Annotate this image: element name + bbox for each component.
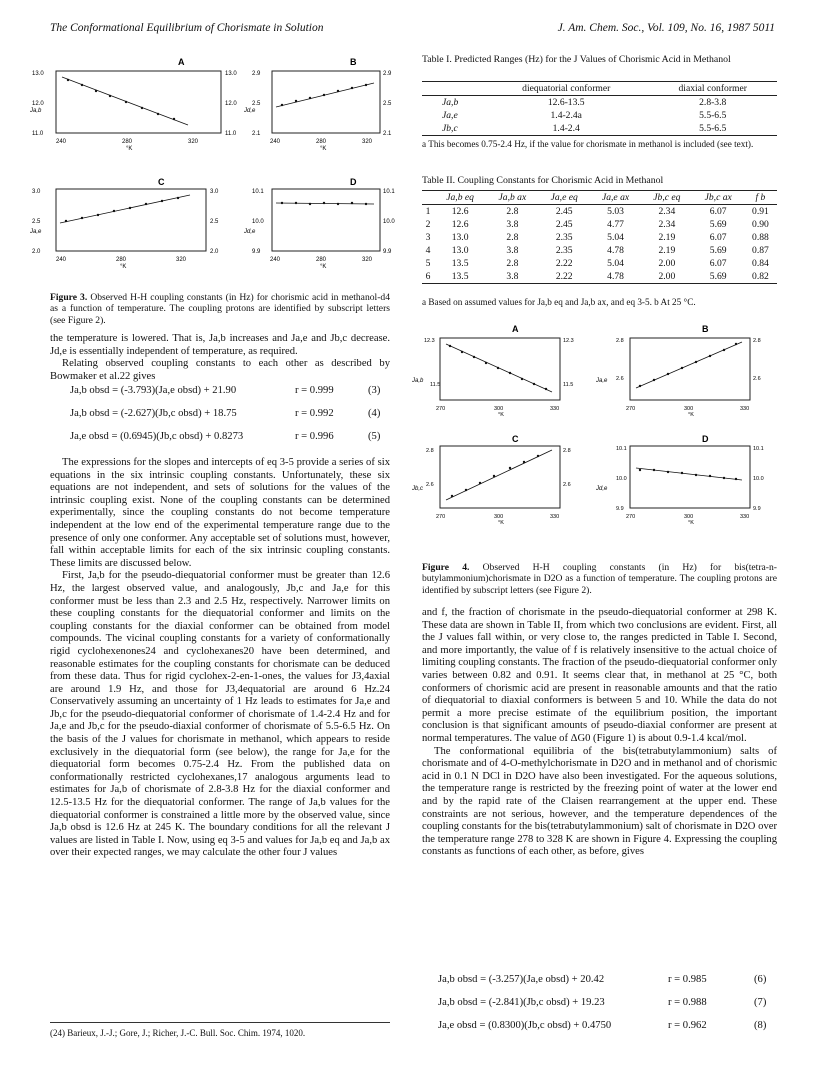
svg-text:280: 280 (122, 139, 133, 145)
paragraph: the temperature is lowered. That is, Ja,b increases and Ja,e and Jb,c decrease. Jd,e is essentially independent of temperature, as required. (50, 333, 390, 357)
svg-text:Ja,e: Ja,e (596, 378, 608, 384)
paragraph: The conformational equilibria of the bis(tetrabutylammonium) salts of chorismate and of 4-O-methylchorismate in D2O and in methanol and of chorismic acid in 0.1 N DCl in D2O have also been investigated. For the aqueous solutions, the temperature range is restricted by the freezing point of water at the lower end and by the rapid rate of the Claisen rearrangement at the upper end. These constraints are not serious, however, and the temperature dependences of the coupling constants for the bis(tetrabutylammonium) salt of chorismate in D2O over the temperature range 278 to 328 K are shown in Figure 4. Expressing the coupling constants as functions of each other, as before, gives (422, 745, 777, 858)
paragraph: Relating observed coupling constants to each other as described by Bowmaker et al.22 gives (50, 358, 390, 382)
svg-text:320: 320 (362, 139, 373, 145)
svg-text:10.1: 10.1 (383, 189, 395, 195)
svg-text:2.8: 2.8 (753, 338, 761, 344)
svg-text:240: 240 (270, 257, 281, 263)
svg-text:9.9: 9.9 (383, 249, 392, 255)
running-title: The Conformational Equilibrium of Chorismate in Solution (50, 22, 324, 34)
svg-text:330: 330 (740, 406, 750, 412)
figure-4 (412, 322, 780, 552)
fig3-panel-c (29, 177, 219, 270)
svg-text:2.6: 2.6 (616, 376, 624, 382)
svg-text:°K: °K (498, 520, 504, 526)
equation-4: Ja,b obsd = (-2.627)(Jb,c obsd) + 18.75 r = 0.992 (4) (70, 408, 381, 419)
equation-6: Ja,b obsd = (-3.257)(Ja,e obsd) + 20.42 r = 0.985 (6) (438, 974, 767, 985)
svg-text:9.9: 9.9 (616, 506, 624, 512)
svg-text:Jd,e: Jd,e (244, 229, 256, 235)
svg-text:2.6: 2.6 (563, 482, 571, 488)
svg-text:300: 300 (494, 514, 504, 520)
svg-text:240: 240 (56, 257, 67, 263)
footnote-rule (50, 1022, 390, 1023)
svg-text:280: 280 (116, 257, 127, 263)
left-column-body (50, 457, 390, 860)
journal-citation: J. Am. Chem. Soc., Vol. 109, No. 16, 1987 5011 (557, 22, 775, 34)
svg-text:Ja,b: Ja,b (412, 378, 424, 384)
svg-text:12.0: 12.0 (32, 101, 44, 107)
paragraph: and f, the fraction of chorismate in the pseudo-diequatorial conformer at 298 K. These data are shown in Table II, from which two conclusions are evident. First, all the J values fall within, or very close to, the ranges predicted in Table I. Second, and more importantly, the value of f is relatively insensitive to the actual choice of limiting coupling constants. The fraction of the pseudo-diequatorial conformer only varies between 0.82 and 0.91. It seems clear that, in methanol at 25 °C, both conformers of chorismic acid are present in reasonable amounts and that the ratio of diequatorial to diaxial conformers is between 5 and 10. While the data do not permit a more precise estimate of the equilibrium position, the important conclusion is that significant amounts of pseudo-diaxial conformer are present at normal temperatures. The value of ΔG0 (Figure 1) is about 0.9-1.4 kcal/mol. (422, 607, 777, 744)
table-row: 3 13.0 2.8 2.35 5.04 2.19 6.07 0.88 (425, 232, 769, 243)
svg-text:2.8: 2.8 (616, 338, 624, 344)
svg-text:2.5: 2.5 (383, 101, 392, 107)
table-2-title: Table II. Coupling Constants for Chorismic Acid in Methanol (422, 175, 664, 186)
svg-text:Jd,e: Jd,e (244, 108, 256, 114)
table-1: diequatorial conformer diaxial conformer Ja,b 12.6-13.5 2.8-3.8 Ja,e 1.4-2.4a 5.5-6.5 Jb,c 1.4-2.4 5.5-6.5 (422, 81, 777, 136)
svg-text:270: 270 (436, 406, 446, 412)
equation-3: Ja,b obsd = (-3.793)(Ja,e obsd) + 21.90 r = 0.999 (3) (70, 385, 381, 396)
fig3-panel-b (243, 57, 392, 152)
svg-text:D: D (702, 434, 709, 444)
svg-text:300: 300 (684, 406, 694, 412)
table-row: 4 13.0 3.8 2.35 4.78 2.19 5.69 0.87 (425, 245, 769, 256)
svg-text:240: 240 (270, 139, 281, 145)
fig3-panel-d (243, 177, 395, 270)
svg-text:240: 240 (56, 139, 67, 145)
svg-text:2.5: 2.5 (210, 219, 219, 225)
table-row: 5 13.5 2.8 2.22 5.04 2.00 6.07 0.84 (425, 258, 769, 269)
svg-text:2.5: 2.5 (252, 101, 261, 107)
svg-text:2.8: 2.8 (426, 448, 434, 454)
svg-text:9.9: 9.9 (252, 249, 261, 255)
svg-text:330: 330 (740, 514, 750, 520)
svg-text:13.0: 13.0 (32, 71, 44, 77)
svg-text:330: 330 (550, 406, 560, 412)
svg-text:°K: °K (120, 264, 127, 270)
svg-text:270: 270 (626, 406, 636, 412)
svg-text:320: 320 (362, 257, 373, 263)
svg-text:°K: °K (320, 264, 327, 270)
svg-text:320: 320 (188, 139, 199, 145)
equation-8: Ja,e obsd = (0.8300)(Jb,c obsd) + 0.4750 r = 0.962 (8) (438, 1020, 767, 1031)
table-1-title: Table I. Predicted Ranges (Hz) for the J Values of Chorismic Acid in Methanol (422, 54, 731, 65)
svg-text:270: 270 (626, 514, 636, 520)
svg-text:10.0: 10.0 (616, 476, 627, 482)
svg-text:°K: °K (126, 146, 133, 152)
svg-text:2.0: 2.0 (32, 249, 41, 255)
svg-text:°K: °K (688, 520, 694, 526)
svg-text:Jd,e: Jd,e (596, 486, 608, 492)
svg-text:A: A (512, 324, 519, 334)
svg-text:D: D (350, 177, 357, 187)
svg-text:330: 330 (550, 514, 560, 520)
svg-text:10.1: 10.1 (252, 189, 264, 195)
svg-text:Ja,e: Ja,e (30, 229, 42, 235)
figure-4-caption: Figure 4. Observed H-H coupling constants (in Hz) for bis(tetra-n-butylammonium)chorismate in D2O as a function of temperature. The coupling protons are identified by subscript letters (see Figure 2). (422, 562, 777, 596)
svg-text:2.8: 2.8 (563, 448, 571, 454)
svg-text:C: C (158, 177, 165, 187)
fig3-panel-a-letter: A (178, 57, 185, 67)
svg-text:10.0: 10.0 (753, 476, 764, 482)
svg-text:10.0: 10.0 (252, 219, 264, 225)
svg-text:10.1: 10.1 (616, 446, 627, 452)
svg-text:B: B (350, 57, 357, 67)
footnote: (24) Barieux, J.-J.; Gore, J.; Richer, J.-C. Bull. Soc. Chim. 1974, 1020. (50, 1028, 306, 1038)
table-2: Ja,b eq Ja,b ax Ja,e eq Ja,e ax Jb,c eq Jb,c ax f b 1 12.6 2.8 2.45 5.03 2.34 6.07 0.91 2 12.6 3.8 2.45 4.77 2.34 5.69 0.90 3 13.0 2.8 2.35 5.04 2.19 6.07 0.88 4 13.0 3.8 2.35 4.78 2.19 5.69 0.87 5 13.5 2.8 2.22 5.04 2.00 6.07 0.84 6 13.5 3.8 2.22 4.78 2.00 5.69 0.82 (422, 190, 777, 284)
svg-text:B: B (702, 324, 709, 334)
svg-text:2.6: 2.6 (426, 482, 434, 488)
svg-text:280: 280 (316, 139, 327, 145)
figure-3 (30, 55, 395, 295)
fig4-panel-b (595, 324, 761, 418)
table-1-note: a This becomes 0.75-2.4 Hz, if the value for chorismate in methanol is included (see text). (422, 139, 754, 149)
svg-text:2.6: 2.6 (753, 376, 761, 382)
svg-text:Jb,c: Jb,c (412, 486, 424, 492)
fig3-a-ylabel: Ja,b (30, 108, 42, 114)
svg-text:11.5: 11.5 (563, 382, 574, 388)
svg-text:11.0: 11.0 (32, 131, 44, 137)
svg-text:°K: °K (498, 412, 504, 418)
right-column (422, 607, 777, 859)
svg-text:3.0: 3.0 (32, 189, 41, 195)
svg-text:°K: °K (688, 412, 694, 418)
svg-text:°K: °K (320, 146, 327, 152)
svg-text:11.5: 11.5 (430, 382, 441, 388)
table-row: 2 12.6 3.8 2.45 4.77 2.34 5.69 0.90 (425, 219, 769, 230)
paragraph: The expressions for the slopes and intercepts of eq 3-5 provide a series of six equations in the six intrinsic coupling constants. Unfortunately, these six equations are not independent, and sets of solutions for the values of the intrinsic coupling exist. None of the coupling constants can be determined experimentally, since the coupling constants do not become temperature independent at the low end of the experimental temperature range due to the presence of only one conformer. Any acceptable set of solutions must, however, fall within acceptable limits for each of the six intrinsic coupling constants. These limits are discussed below. (50, 457, 390, 569)
svg-text:11.0: 11.0 (225, 131, 237, 137)
svg-text:280: 280 (316, 257, 327, 263)
svg-text:300: 300 (684, 514, 694, 520)
fig4-panel-a (411, 324, 574, 418)
svg-text:300: 300 (494, 406, 504, 412)
fig4-panel-d (595, 434, 764, 526)
svg-text:2.0: 2.0 (210, 249, 219, 255)
left-column (50, 333, 390, 383)
svg-text:2.1: 2.1 (252, 131, 261, 137)
svg-text:270: 270 (436, 514, 446, 520)
svg-text:13.0: 13.0 (225, 71, 237, 77)
svg-text:10.1: 10.1 (753, 446, 764, 452)
svg-text:12.0: 12.0 (225, 101, 237, 107)
svg-text:2.9: 2.9 (383, 71, 392, 77)
figure-3-caption: Figure 3. Observed H-H coupling constants (in Hz) for chorismic acid in methanol-d4 as a function of temperature. The coupling protons are identified by subscript letters (see Figure 2). (50, 292, 390, 326)
fig3-panel-a (29, 57, 237, 152)
svg-text:9.9: 9.9 (753, 506, 761, 512)
svg-text:10.0: 10.0 (383, 219, 395, 225)
svg-text:320: 320 (176, 257, 187, 263)
svg-text:2.5: 2.5 (32, 219, 41, 225)
svg-text:2.9: 2.9 (252, 71, 261, 77)
svg-text:12.3: 12.3 (424, 338, 435, 344)
paragraph: First, Ja,b for the pseudo-diequatorial conformer must be greater than 12.6 Hz, the largest observed value, and analogously, Jb,c and Ja,e for this conformer must be less than 2.3 and 2.5 Hz, respectively. Narrower limits on these coupling constants for the diequatorial conformer and limits on the coupling constants for the diaxial conformer can be obtained from model compounds. The vicinal coupling constants for a variety of conformationally rigid cyclohexenones24 and cyclohexanes20 have been determined, and reasonable estimates for the coupling constants for chorismate can be deduced from these data. Thus for rigid cyclohex-2-en-1-ones, the values for J3,4axial are around 1.9 Hz, and those for J3,4equatorial are around 6 Hz.24 Conservatively assuming an uncertainty of 1 Hz leads to estimates for Ja,e and Jb,c for the pseudo-diequatorial conformer of chorismate of 1.4-2.4 Hz and for Ja,e and Jb,c for the pseudo-diaxial conformer of chorismate of 5.5-6.5 Hz. On the basis of the J values for chorismate in methanol, which appears to reside exclusively in the diequatorial form (see below), the range for Ja,e for the diequatorial form becomes 0.75-2.4 Hz. From the published data on conformationally restricted cyclohexanes,17 analogous arguments lead to estimates for Ja,b of chorismate of 2.8-3.8 Hz for the diaxial conformer and 12.5-13.5 Hz for the diequatorial conformer. The range of Ja,b values for the diequatorial conformer is constrained a little more by the observed value, since Ja,b obsd is 12.6 Hz at 245 K. The boundary conditions for all the relevant J values are listed in Table I. Now, using eq 3-5 and values for Ja,b eq and Ja,b ax over their expected ranges, we may calculate the other four J values (50, 570, 390, 859)
svg-text:2.1: 2.1 (383, 131, 392, 137)
equation-7: Ja,b obsd = (-2.841)(Jb,c obsd) + 19.23 r = 0.988 (7) (438, 997, 767, 1008)
fig4-panel-c (411, 434, 571, 526)
svg-text:C: C (512, 434, 519, 444)
table-row: 1 12.6 2.8 2.45 5.03 2.34 6.07 0.91 (425, 206, 769, 217)
svg-text:3.0: 3.0 (210, 189, 219, 195)
table-row: 6 13.5 3.8 2.22 4.78 2.00 5.69 0.82 (422, 270, 777, 284)
svg-text:12.3: 12.3 (563, 338, 574, 344)
equation-5: Ja,e obsd = (0.6945)(Jb,c obsd) + 0.8273 r = 0.996 (5) (70, 431, 381, 442)
table-2-note: a Based on assumed values for Ja,b eq and Ja,b ax, and eq 3-5. b At 25 °C. (422, 297, 696, 307)
